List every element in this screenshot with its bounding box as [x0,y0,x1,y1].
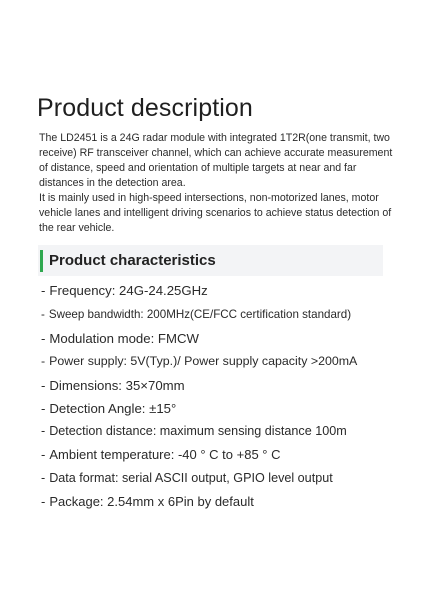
section-title: Product characteristics [49,252,216,269]
list-item [41,378,185,393]
page-title: Product description [37,94,253,122]
list-item-text: Detection distance: maximum sensing distance 100m [49,424,347,438]
list-item [41,471,333,485]
list-item [41,331,199,346]
list-bullet: - [41,494,46,509]
list-item-text: Frequency: 24G-24.25GHz [49,283,208,298]
product-intro [39,131,399,236]
list-item [41,354,357,368]
list-item-text: Dimensions: 35×70mm [49,378,185,393]
list-bullet: - [41,331,46,346]
list-item-text: Ambient temperature: -40 ° C to +85 ° C [49,447,281,462]
list-item [41,401,176,416]
list-item-text: Data format: serial ASCII output, GPIO level output [49,471,333,485]
intro-paragraph: The LD2451 is a 24G radar module with integrated 1T2R(one transmit, two receive) RF transceiver channel, which can achieve accurate measurement of distance, speed and orientation of multiple targets at near and far distances in the detection area. [39,132,393,189]
list-bullet: - [41,401,46,416]
list-item [41,308,351,321]
list-item-text: Package: 2.54mm x 6Pin by default [49,494,254,509]
list-item-text: Power supply: 5V(Typ.)/ Power supply capacity >200mA [49,354,358,368]
list-bullet: - [41,378,46,393]
list-bullet: - [41,308,45,321]
list-item [41,283,208,298]
section-accent-bar [40,250,43,272]
list-item [41,424,347,438]
list-item [41,447,281,462]
list-bullet: - [41,283,46,298]
list-bullet: - [41,354,46,368]
list-item-text: Detection Angle: ±15° [49,401,177,416]
list-item-text: Sweep bandwidth: 200MHz(CE/FCC certification standard) [48,308,352,321]
list-bullet: - [41,471,46,485]
list-item [41,494,254,509]
list-item-text: Modulation mode: FMCW [49,331,199,346]
intro-paragraph: It is mainly used in high-speed intersections, non-motorized lanes, motor vehicle lanes and intelligent driving scenarios to achieve status detection of the rear vehicle. [39,192,392,234]
list-bullet: - [41,424,46,438]
list-bullet: - [41,447,46,462]
